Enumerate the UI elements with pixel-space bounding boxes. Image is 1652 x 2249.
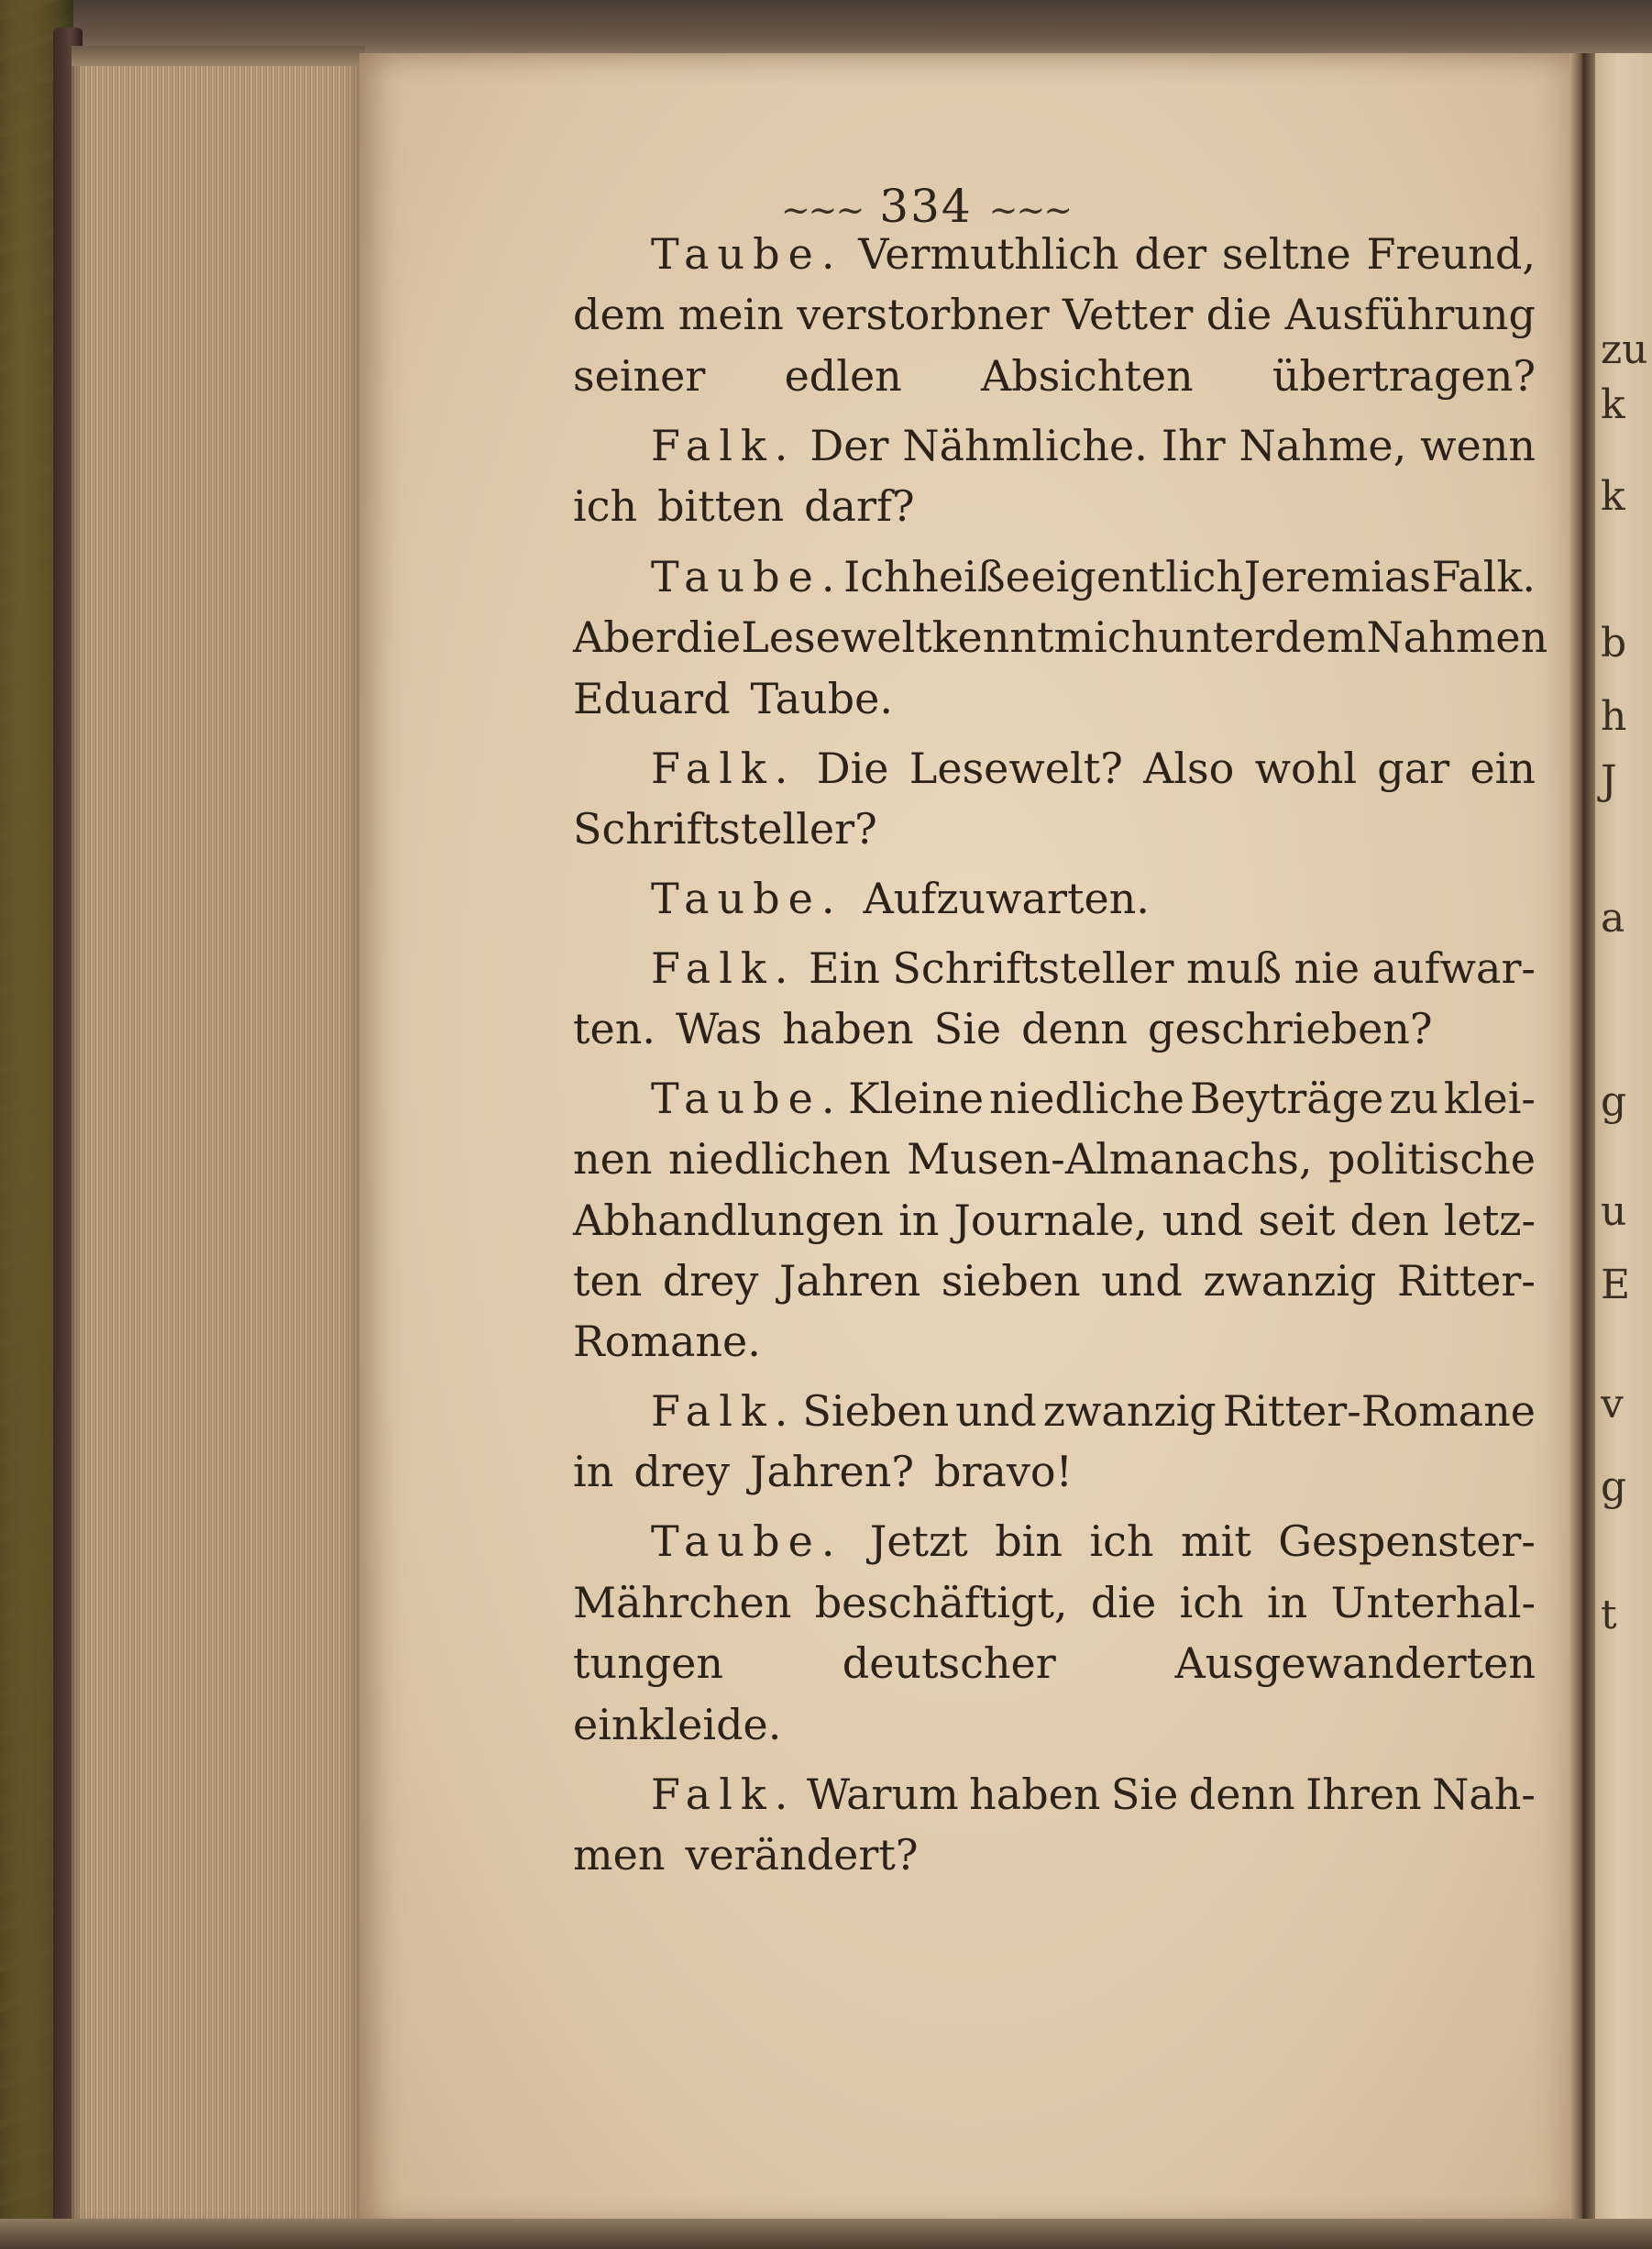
word: Aber — [573, 612, 676, 662]
word: Taube. — [651, 1516, 843, 1566]
word: Falk. — [1431, 552, 1536, 601]
word: Eduard — [573, 674, 731, 723]
word: Nahmen — [1366, 612, 1548, 662]
word: Jahren? — [750, 1447, 914, 1496]
word: dem — [1274, 612, 1367, 662]
word: gar — [1377, 744, 1450, 793]
word: klei- — [1443, 1074, 1536, 1123]
word: mit — [1180, 1516, 1251, 1566]
next-page-fragment: u — [1601, 1188, 1627, 1235]
text-line — [651, 547, 1536, 606]
word: Taube. — [651, 1074, 843, 1123]
word: darf? — [804, 481, 915, 531]
next-page-fragment: E — [1601, 1262, 1631, 1308]
word: wenn — [1420, 421, 1536, 470]
word: Falk. — [651, 1386, 797, 1436]
word: Die — [816, 744, 889, 793]
text-line — [573, 999, 1536, 1058]
word: ten — [573, 1256, 643, 1306]
word: ich — [1179, 1578, 1244, 1627]
word: und — [955, 1386, 1037, 1436]
text-line — [573, 1442, 1536, 1501]
next-page-fragment: g — [1601, 1463, 1627, 1510]
next-page-fragment: zu — [1601, 326, 1648, 373]
word: kennt — [931, 612, 1054, 662]
next-page-sliver — [1595, 53, 1652, 2228]
header-ornament-left: ~~~ — [780, 190, 864, 230]
word: zwanzig — [1042, 1386, 1217, 1436]
word: eigentlich — [1030, 552, 1243, 601]
word: Unterhal- — [1330, 1578, 1536, 1627]
word: zu — [1389, 1074, 1439, 1123]
word: ten. — [573, 1004, 655, 1053]
word: haben — [969, 1769, 1101, 1819]
word: heiße — [911, 552, 1030, 601]
word: deutscher — [842, 1638, 1056, 1688]
text-line — [651, 739, 1536, 798]
word: Taube. — [651, 229, 843, 279]
word: Nahme, — [1239, 421, 1407, 470]
word: Ein — [808, 943, 880, 993]
header-ornament-right: ~~~ — [988, 190, 1072, 230]
next-page-fragment: h — [1601, 693, 1627, 740]
text-line — [573, 799, 1536, 858]
word: Schriftsteller? — [573, 804, 877, 854]
word: Ihr — [1161, 421, 1226, 470]
word: übertragen? — [1272, 351, 1536, 401]
page-number: 334 — [879, 180, 973, 233]
word: nen — [573, 1134, 653, 1184]
text-line — [651, 225, 1536, 283]
word: Vetter — [1062, 290, 1194, 339]
word: Kleine — [848, 1074, 985, 1123]
page-edges — [72, 46, 365, 2228]
word: politische — [1327, 1134, 1536, 1184]
word: Freund, — [1366, 229, 1536, 279]
text-line — [651, 939, 1536, 998]
word: Taube. — [651, 552, 843, 601]
text-line — [651, 1069, 1536, 1128]
text-line — [651, 1512, 1536, 1571]
next-page-fragment: k — [1601, 473, 1625, 520]
word: Ihren — [1305, 1769, 1422, 1819]
next-page-fragment: g — [1601, 1078, 1627, 1125]
word: Falk. — [651, 943, 797, 993]
word: Warum — [806, 1769, 959, 1819]
word: nie — [1294, 943, 1360, 993]
text-line — [651, 1382, 1536, 1440]
word: Mährchen — [573, 1578, 792, 1627]
word: Beyträge — [1189, 1074, 1384, 1123]
text-line — [651, 1765, 1536, 1824]
text-line — [573, 1251, 1536, 1310]
word: verstorbner — [797, 290, 1050, 339]
word: Ausgewanderten — [1174, 1638, 1536, 1688]
next-page-fragment: k — [1601, 381, 1625, 428]
word: Schriftsteller — [892, 943, 1174, 993]
word: mein — [677, 290, 784, 339]
word: Nähmliche. — [902, 421, 1148, 470]
word: haben — [782, 1004, 914, 1053]
word: Journale, — [953, 1196, 1148, 1245]
word: in — [1266, 1578, 1308, 1627]
word: der — [1134, 229, 1207, 279]
text-line — [573, 1825, 1536, 1884]
book-gutter — [1569, 53, 1595, 2228]
text-line — [573, 1695, 1536, 1754]
word: Abhandlungen — [573, 1196, 885, 1245]
word: sieben — [941, 1256, 1081, 1306]
word: Ausführung — [1284, 290, 1536, 339]
next-page-fragment: b — [1601, 620, 1627, 667]
text-line — [573, 285, 1536, 344]
word: seit — [1258, 1196, 1336, 1245]
word: Aufzuwarten. — [863, 874, 1150, 923]
word: bitten — [657, 481, 785, 531]
word: muß — [1185, 943, 1282, 993]
word: geschrieben? — [1148, 1004, 1433, 1053]
word: Falk. — [651, 1769, 797, 1819]
background-bottom — [0, 2219, 1652, 2249]
word: Sieben — [802, 1386, 950, 1436]
word: seiner — [573, 351, 706, 401]
page-edges-top — [72, 46, 365, 66]
word: aufwar- — [1371, 943, 1536, 993]
word: wohl — [1254, 744, 1358, 793]
word: Romane. — [573, 1317, 761, 1366]
word: bin — [995, 1516, 1063, 1566]
word: Taube. — [750, 674, 893, 723]
word: Vermuthlich — [858, 229, 1119, 279]
text-line — [651, 416, 1536, 475]
word: und — [1162, 1196, 1244, 1245]
word: Sie — [933, 1004, 1002, 1053]
word: ich — [1089, 1516, 1154, 1566]
word: niedliche — [988, 1074, 1184, 1123]
word: niedlichen — [667, 1134, 891, 1184]
word: edlen — [784, 351, 902, 401]
word: Falk. — [651, 421, 797, 470]
word: Musen-Almanachs, — [907, 1134, 1313, 1184]
text-line — [651, 869, 1536, 928]
word: Also — [1143, 744, 1235, 793]
word: verändert? — [685, 1830, 919, 1880]
word: zwanzig — [1203, 1256, 1377, 1306]
word: ein — [1470, 744, 1536, 793]
word: tungen — [573, 1638, 724, 1688]
text-line — [573, 1312, 1536, 1371]
next-page-fragment: t — [1601, 1592, 1617, 1638]
word: Ritter- — [1396, 1256, 1536, 1306]
word: in — [573, 1447, 614, 1496]
word: letz- — [1443, 1196, 1536, 1245]
next-page-fragment: v — [1601, 1381, 1624, 1428]
text-line — [573, 477, 1536, 535]
word: Falk. — [651, 744, 797, 793]
word: ich — [573, 481, 638, 531]
word: Ich — [843, 552, 911, 601]
word: Absichten — [980, 351, 1194, 401]
word: Was — [675, 1004, 763, 1053]
word: den — [1349, 1196, 1429, 1245]
word: drey — [633, 1447, 730, 1496]
word: seltne — [1221, 229, 1351, 279]
word: die — [675, 612, 742, 662]
word: in — [898, 1196, 940, 1245]
word: unter — [1158, 612, 1275, 662]
word: und — [1101, 1256, 1183, 1306]
text-line — [573, 608, 1548, 667]
word: beschäftigt, — [814, 1578, 1068, 1627]
next-page-fragment: a — [1601, 895, 1625, 942]
text-line — [573, 1130, 1536, 1188]
word: denn — [1021, 1004, 1129, 1053]
word: bravo! — [934, 1447, 1074, 1496]
word: Ritter-Romane — [1222, 1386, 1536, 1436]
word: Gespenster- — [1278, 1516, 1536, 1566]
word: denn — [1188, 1769, 1295, 1819]
word: Jahren — [778, 1256, 921, 1306]
next-page-fragment: J — [1601, 757, 1617, 804]
word: drey — [662, 1256, 759, 1306]
text-line — [573, 1634, 1536, 1692]
word: Sie — [1110, 1769, 1179, 1819]
word: Taube. — [651, 874, 843, 923]
word: Nah- — [1432, 1769, 1536, 1819]
word: die — [1090, 1578, 1157, 1627]
word: men — [573, 1830, 666, 1880]
text-line — [573, 1191, 1536, 1250]
word: einkleide. — [573, 1700, 782, 1749]
word: Der — [809, 421, 889, 470]
word: Lesewelt? — [909, 744, 1123, 793]
text-line — [573, 669, 1536, 728]
word: Jeremias — [1243, 552, 1431, 601]
word: die — [1206, 290, 1272, 339]
word: mich — [1053, 612, 1159, 662]
word: Lesewelt — [741, 612, 932, 662]
word: Jetzt — [869, 1516, 968, 1566]
word: dem — [573, 290, 666, 339]
text-line — [573, 347, 1536, 405]
text-line — [573, 1573, 1536, 1632]
